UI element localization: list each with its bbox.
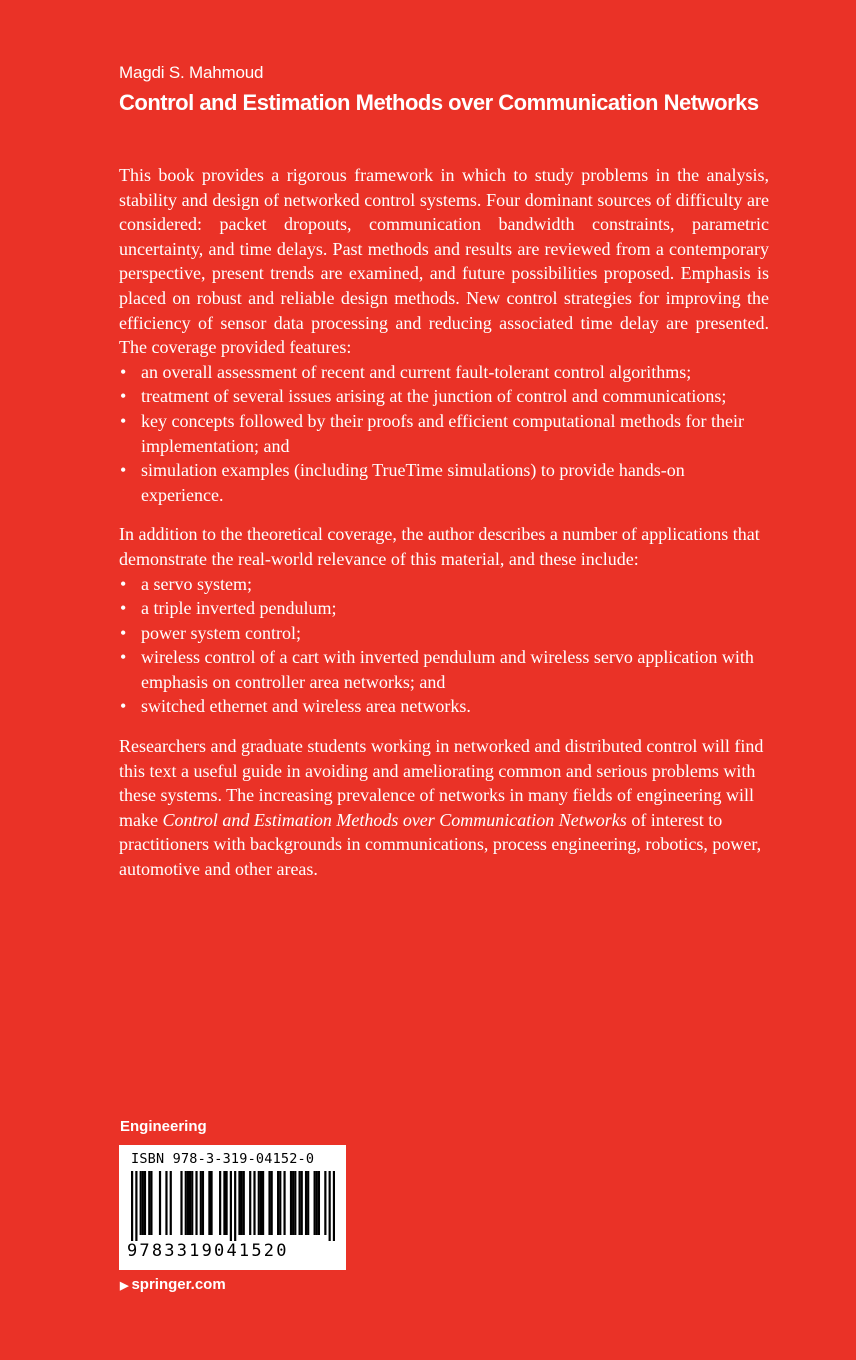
barcode-bar: [142, 1171, 144, 1235]
list-item: • simulation examples (including TrueTime simulations) to provide hands-on experience.: [119, 458, 769, 507]
barcode-bar: [316, 1171, 318, 1235]
list-item: • switched ethernet and wireless area networks.: [119, 694, 769, 719]
barcode-bar: [140, 1171, 142, 1235]
barcode-bar: [307, 1171, 309, 1235]
barcode-bar: [262, 1171, 264, 1235]
closing-paragraph: [119, 734, 769, 882]
barcode-bar: [219, 1171, 221, 1235]
barcode-bar: [314, 1171, 316, 1235]
barcode-bar: [329, 1171, 331, 1241]
barcode-bar: [165, 1171, 167, 1235]
barcode-bar: [243, 1171, 245, 1235]
barcode-bar: [301, 1171, 303, 1235]
barcode-bar: [150, 1171, 152, 1235]
author-name: Magdi S. Mahmoud: [119, 63, 264, 82]
barcode-bar: [294, 1171, 296, 1235]
barcode-bar: [298, 1171, 300, 1235]
barcode-digits: 9783319041520: [127, 1241, 289, 1261]
barcode-bar: [318, 1171, 320, 1235]
barcode-bar: [200, 1171, 202, 1235]
publisher-website[interactable]: [120, 1276, 226, 1293]
barcode-bar: [283, 1171, 285, 1235]
barcode-bar: [148, 1171, 150, 1235]
barcode-bar: [202, 1171, 204, 1235]
list-item: • a servo system;: [119, 572, 769, 597]
list-item: • wireless control of a cart with inverted pendulum and wireless servo application with emphasis on controller area networks; and: [119, 645, 769, 694]
barcode-bar: [225, 1171, 227, 1235]
barcode-bar: [159, 1171, 161, 1235]
features-list: [119, 360, 769, 508]
barcode-bar: [191, 1171, 193, 1235]
barcode-bar: [195, 1171, 197, 1235]
barcode-bars: [131, 1171, 335, 1241]
barcode-bar: [208, 1171, 210, 1235]
barcode-bar: [238, 1171, 240, 1235]
barcode-bar: [260, 1171, 262, 1235]
list-item: • an overall assessment of recent and current fault-tolerant control algorithms;: [119, 360, 769, 385]
barcode-bar: [292, 1171, 294, 1235]
isbn-label: ISBN 978-3-319-04152-0: [131, 1151, 315, 1167]
barcode-bar: [135, 1171, 137, 1241]
description: [119, 163, 769, 882]
barcode-bar: [210, 1171, 212, 1235]
barcode-bar: [305, 1171, 307, 1235]
list-item: • power system control;: [119, 621, 769, 646]
barcode-bar: [187, 1171, 189, 1235]
barcode-bar: [223, 1171, 225, 1235]
book-title: Control and Estimation Methods over Communication Networks: [119, 90, 759, 115]
barcode-bar: [170, 1171, 172, 1235]
isbn-barcode: [119, 1145, 346, 1270]
subject-label: Engineering: [120, 1118, 207, 1135]
barcode-bar: [249, 1171, 251, 1235]
barcode-bar: [290, 1171, 292, 1235]
intro-paragraph: This book provides a rigorous framework in which to study problems in the analysis, stability and design of networked control systems. Four dominant sources of difficulty are considered: packet dropouts, communication bandwidth constraints, parametric uncertainty, and time delays. Past methods and results are reviewed from a contemporary perspective, present trends are examined, and future possibilities proposed. Emphasis is placed on robust and reliable design methods. New control strategies for improving the efficiency of sensor data processing and reducing associated time delay are presented. The coverage provided features:: [119, 165, 769, 358]
closing-text-end: of interest to practitioners with backgrounds in communications, process engineering, robotics, power, automotive and other areas.: [119, 809, 762, 880]
closing-book-title: Control and Estimation Methods over Communication Networks: [162, 809, 627, 830]
barcode-bar: [241, 1171, 243, 1235]
barcode-bar: [180, 1171, 182, 1235]
list-item: • key concepts followed by their proofs and efficient computational methods for their implementation; and: [119, 409, 769, 458]
website-text: springer.com: [131, 1276, 226, 1293]
list-item: • treatment of several issues arising at the junction of control and communications;: [119, 384, 769, 409]
barcode-bar: [234, 1171, 236, 1241]
arrow-right-icon: ▶: [120, 1280, 129, 1292]
barcode-bar: [131, 1171, 133, 1241]
barcode-bar: [277, 1171, 279, 1235]
closing-text-start: Researchers and graduate students working in networked and distributed control will find this text a useful guide in avoiding and ameliorating common and serious problems with these systems. The increasing prevalence of networks in many fields of engineering will make: [119, 736, 764, 830]
barcode-bar: [230, 1171, 232, 1241]
barcode-bar: [144, 1171, 146, 1235]
applications-list: [119, 572, 769, 720]
barcode-bar: [253, 1171, 255, 1235]
barcode-bar: [189, 1171, 191, 1235]
barcode-bar: [185, 1171, 187, 1235]
barcode-bar: [279, 1171, 281, 1235]
list-item: • a triple inverted pendulum;: [119, 596, 769, 621]
barcode-bar: [271, 1171, 273, 1235]
barcode-bar: [324, 1171, 326, 1235]
barcode-bar: [268, 1171, 270, 1235]
barcode-bar: [333, 1171, 335, 1241]
barcode-bar: [258, 1171, 260, 1235]
applications-paragraph: In addition to the theoretical coverage, the author describes a number of applications that demonstrate the real-world relevance of this material, and these include:: [119, 524, 760, 569]
